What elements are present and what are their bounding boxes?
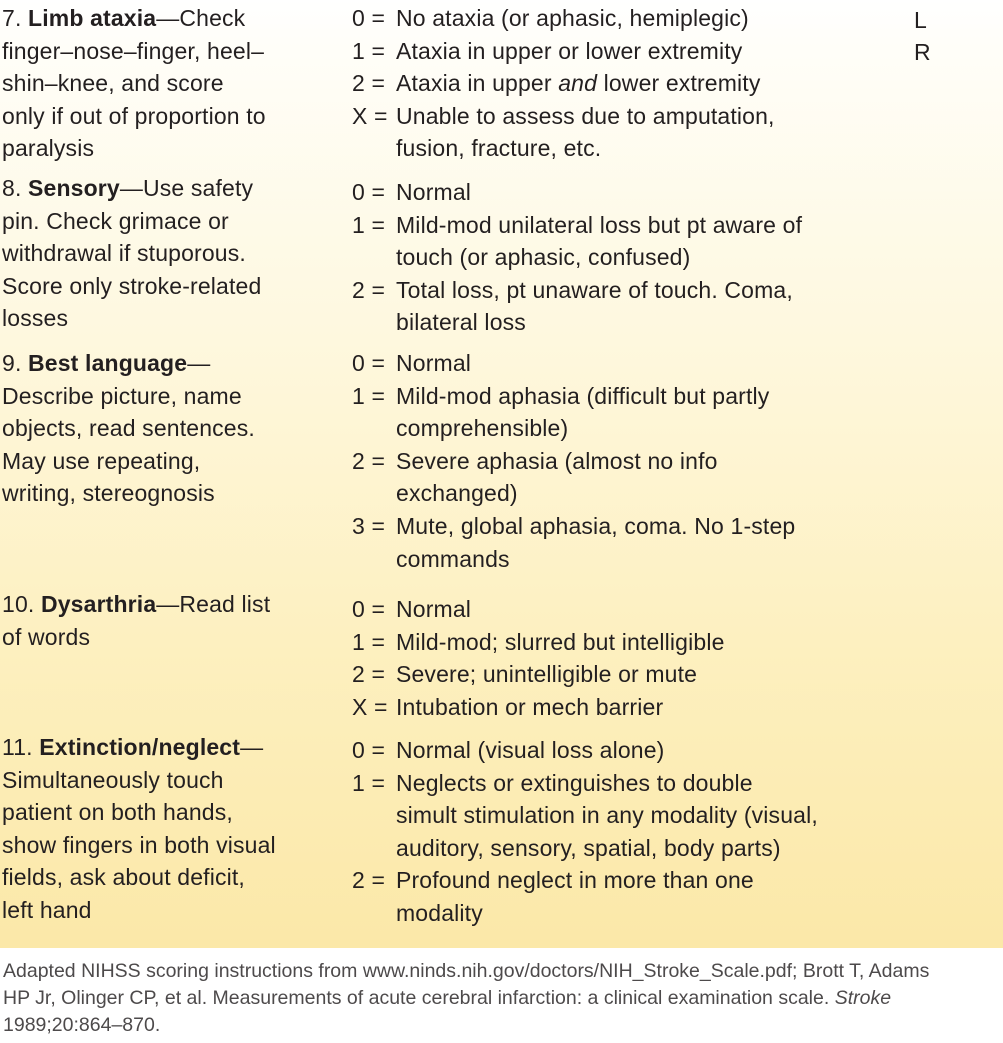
footnote-text: Adapted NIHSS scoring instructions from www.ninds.nih.gov/doctors/NIH_Stroke_Scale.pdf; Brott T, Adams HP Jr, Olinger CP, et al. Measurements of acute cerebral infarction: a clinical examination scale.: [3, 960, 930, 1009]
score-option: [352, 593, 872, 626]
item-description: [2, 588, 312, 653]
score-code: 2 =: [352, 447, 386, 474]
score-text: Mild-mod aphasia (difficult but partly comprehensible): [396, 382, 770, 442]
score-code: 2 =: [352, 70, 386, 97]
score-code: 1 =: [352, 382, 386, 409]
side-right-label: R: [914, 39, 931, 65]
score-option: [352, 67, 872, 100]
score-text: Normal: [396, 596, 472, 622]
score-code: 0 =: [352, 179, 386, 205]
side-left-label: L: [914, 7, 927, 33]
score-option: [352, 176, 872, 209]
score-option: [352, 767, 872, 865]
score-text: Mild-mod unilateral loss but pt aware of touch (or aphasic, confused): [396, 211, 803, 271]
score-text: Severe aphasia (almost no info exchanged): [396, 447, 718, 507]
score-option: [352, 35, 872, 68]
score-code: 0 =: [352, 350, 386, 376]
item-description: [2, 731, 312, 927]
footnote-citation: 1989;20:864–870.: [3, 1014, 161, 1036]
item-instructions: —Use safety pin. Check grimace or withdrawal if stuporous. Score only stroke-related losses: [2, 175, 262, 332]
score-option: [352, 100, 872, 165]
score-text: Normal: [396, 179, 472, 205]
score-text: Neglects or extinguishes to double simult stimulation in any modality (visual, auditory, sensory, spatial, body parts): [396, 769, 818, 861]
score-option: [352, 734, 872, 767]
score-option: [352, 2, 872, 35]
item-description: [2, 347, 312, 510]
item-number: 8.: [2, 175, 22, 201]
score-text-part: Ataxia in upper: [396, 70, 559, 97]
score-options: [352, 593, 872, 723]
score-option: [352, 626, 872, 659]
score-text: Unable to assess due to amputation, fusion, fracture, etc.: [396, 102, 775, 162]
score-options: [352, 176, 872, 339]
item-title: Limb ataxia: [28, 5, 157, 31]
score-text: Mild-mod; slurred but intelligible: [396, 628, 725, 655]
item-instructions: — Describe picture, name objects, read sentences. May use repeating, writing, stereognosis: [2, 350, 255, 507]
score-code: X =: [352, 102, 388, 129]
item-number: 11.: [2, 734, 33, 760]
item-instructions: —Check finger–nose–finger, heel– shin–knee, and score only if out of proportion to paralysis: [2, 5, 266, 162]
score-text-emphasis: and: [558, 70, 598, 97]
score-code: 2 =: [352, 867, 386, 894]
score-option: [352, 209, 872, 274]
item-title: Best language: [28, 350, 188, 376]
score-text-part: lower extremity: [597, 70, 761, 97]
score-code: 0 =: [352, 5, 386, 31]
item-instructions: —Read list of words: [2, 591, 271, 650]
score-option: [352, 658, 872, 691]
score-code: 0 =: [352, 737, 386, 763]
score-code: 1 =: [352, 628, 386, 655]
score-text: Severe; unintelligible or mute: [396, 661, 698, 688]
item-number: 10.: [2, 591, 35, 617]
score-code: 1 =: [352, 37, 386, 64]
score-code: 3 =: [352, 512, 386, 539]
score-text: Intubation or mech barrier: [396, 693, 664, 720]
score-options: [352, 2, 872, 165]
score-text: Total loss, pt unaware of touch. Coma, bilateral loss: [396, 276, 793, 336]
score-code: 1 =: [352, 211, 386, 238]
score-option: [352, 510, 872, 575]
score-option: [352, 445, 872, 510]
score-text: Ataxia in upper or lower extremity: [396, 37, 743, 64]
score-code: 1 =: [352, 769, 386, 796]
score-text: Profound neglect in more than one modality: [396, 867, 754, 926]
score-options: [352, 347, 872, 575]
item-number: 9.: [2, 350, 22, 376]
score-text: Normal (visual loss alone): [396, 737, 665, 763]
source-footnote: [3, 958, 1003, 1039]
score-code: 2 =: [352, 276, 386, 303]
item-description: [2, 2, 312, 165]
score-code: X =: [352, 693, 388, 720]
item-title: Sensory: [28, 175, 120, 201]
score-option: [352, 691, 872, 724]
score-code: 0 =: [352, 596, 386, 622]
score-option: [352, 274, 872, 339]
score-text: No ataxia (or aphasic, hemiplegic): [396, 5, 749, 31]
score-option: [352, 380, 872, 445]
item-title: Dysarthria: [40, 591, 157, 617]
score-option: [352, 864, 872, 929]
score-text: Mute, global aphasia, coma. No 1-step commands: [396, 512, 796, 572]
score-code: 2 =: [352, 661, 386, 688]
score-text: [352, 67, 872, 100]
item-number: 7.: [2, 5, 22, 31]
score-text: Normal: [396, 350, 472, 376]
item-description: [2, 172, 312, 335]
score-options: [352, 734, 872, 930]
item-instructions: — Simultaneously touch patient on both hands, show fingers in both visual fields, ask about deficit, left hand: [2, 734, 276, 923]
score-option: [352, 347, 872, 380]
item-title: Extinction/neglect: [39, 734, 241, 760]
footnote-journal: Stroke: [834, 987, 892, 1009]
